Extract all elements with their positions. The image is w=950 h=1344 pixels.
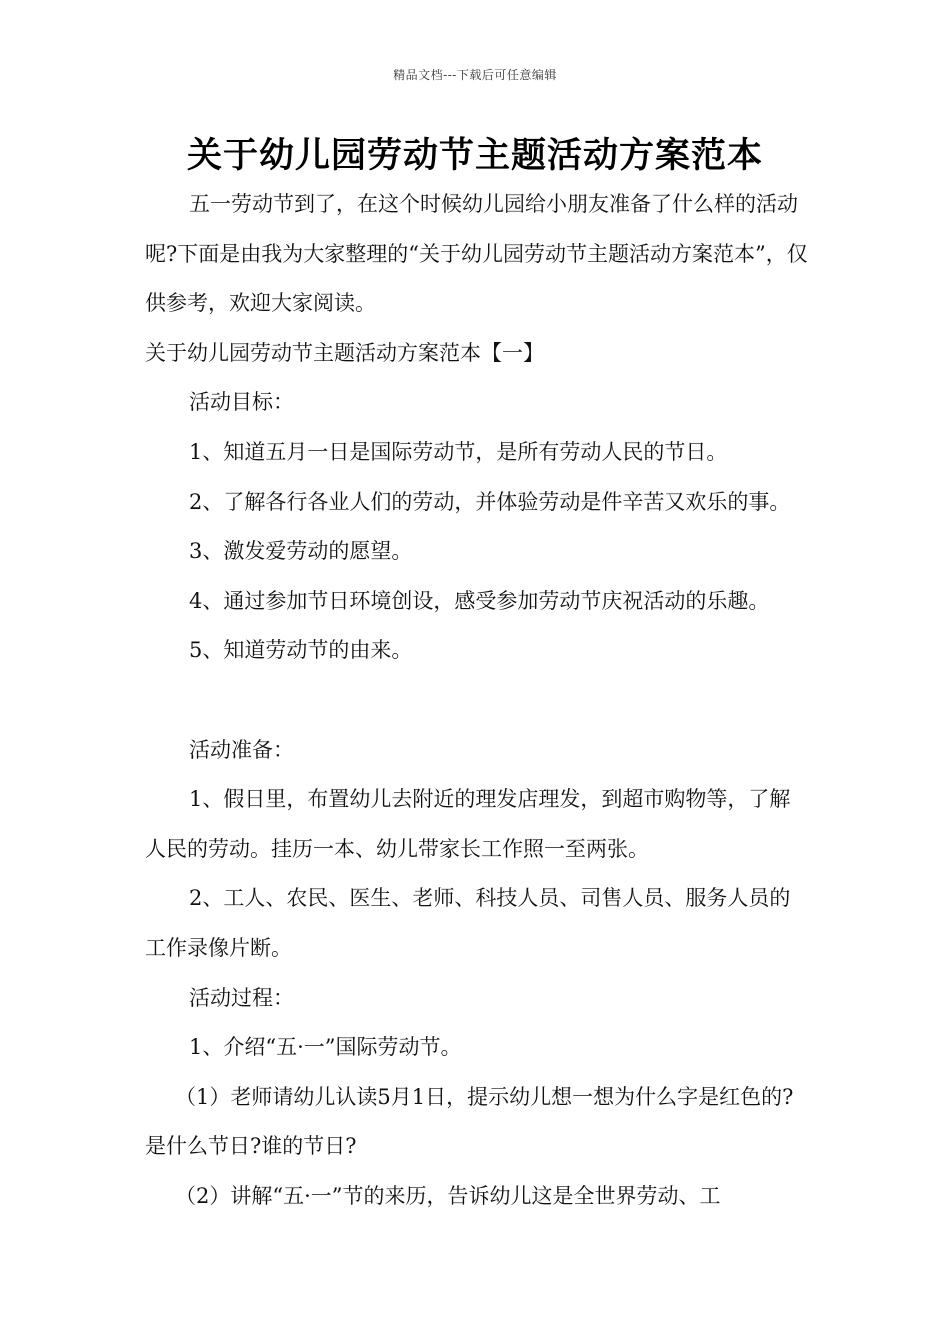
preparation-item: 1、假日里，布置幼儿去附近的理发店理发，到超市购物等，了解人民的劳动。挂历一本、幼儿带家长工作照一至两张。 [145, 787, 791, 861]
header-note: 精品文档---下载后可任意编辑 [393, 68, 557, 82]
goal-item: 2、了解各行各业人们的劳动，并体验劳动是件辛苦又欢乐的事。 [189, 489, 791, 514]
goal-item: 1、知道五月一日是国际劳动节，是所有劳动人民的节日。 [189, 439, 728, 464]
document-body [145, 180, 810, 1221]
goal-item: 3、激发爱劳动的愿望。 [189, 539, 413, 564]
goal-item: 4、通过参加节日环境创设，感受参加劳动节庆祝活动的乐趣。 [189, 588, 770, 613]
section-heading: 关于幼儿园劳动节主题活动方案范本【一】 [145, 340, 544, 365]
goal-item: 5、知道劳动节的由来。 [189, 638, 413, 663]
document-title: 关于幼儿园劳动节主题活动方案范本 [186, 136, 763, 176]
preparation-item: 2、工人、农民、医生、老师、科技人员、司售人员、服务人员的工作录像片断。 [145, 886, 791, 960]
process-item: （2）讲解“五·一”节的来历，告诉幼儿这是全世界劳动、工 [175, 1183, 721, 1208]
intro-paragraph: 五一劳动节到了，在这个时候幼儿园给小朋友准备了什么样的活动呢?下面是由我为大家整理的“关于幼儿园劳动节主题活动方案范本”，仅供参考，欢迎大家阅读。 [145, 192, 808, 316]
process-item: （1）老师请幼儿认读5月1日，提示幼儿想一想为什么字是红色的?是什么节日?谁的节日? [145, 1084, 794, 1159]
blank-line [145, 676, 810, 726]
preparation-heading: 活动准备： [189, 737, 294, 762]
process-heading: 活动过程： [189, 985, 294, 1010]
goals-heading: 活动目标： [189, 390, 294, 415]
process-item: 1、介绍“五·一”国际劳动节。 [189, 1035, 462, 1060]
